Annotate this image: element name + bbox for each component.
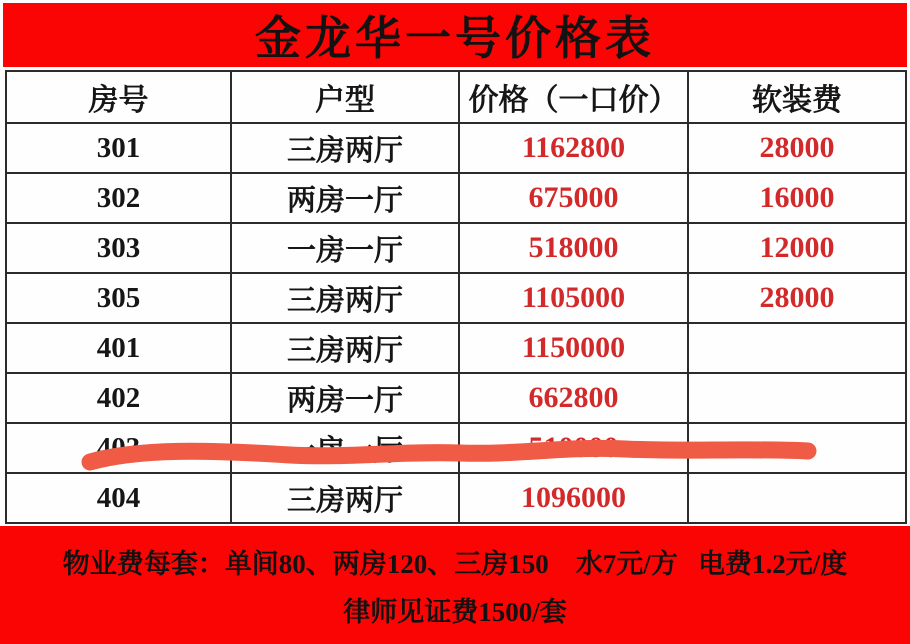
price-value: 1105000	[459, 273, 688, 323]
price-value: 518000	[459, 223, 688, 273]
unit-type: 两房一厅	[231, 373, 459, 423]
room-number: 401	[6, 323, 231, 373]
unit-type: 两房一厅	[231, 173, 459, 223]
fee-value: 12000	[688, 223, 906, 273]
price-table	[5, 70, 907, 524]
room-number: 301	[6, 123, 231, 173]
table-row	[6, 173, 906, 223]
fee-value	[688, 373, 906, 423]
table-row	[6, 323, 906, 373]
unit-type: 三房两厅	[231, 273, 459, 323]
footer-line-lawyer: 律师见证费1500/套	[343, 596, 567, 627]
fee-value: 28000	[688, 123, 906, 173]
header-row	[6, 71, 906, 123]
price-value: 675000	[459, 173, 688, 223]
col-header-price: 价格（一口价）	[459, 71, 688, 123]
table-row-struck	[6, 423, 906, 473]
room-number: 302	[6, 173, 231, 223]
fee-value: 16000	[688, 173, 906, 223]
unit-type: 三房两厅	[231, 323, 459, 373]
table-row	[6, 373, 906, 423]
price-value: 1150000	[459, 323, 688, 373]
col-header-room: 房号	[6, 71, 231, 123]
room-number: 303	[6, 223, 231, 273]
room-number: 402	[6, 373, 231, 423]
room-number: 403	[6, 423, 231, 473]
price-value: 662800	[459, 373, 688, 423]
table-row	[6, 123, 906, 173]
price-value: 1096000	[459, 473, 688, 523]
unit-type: 三房两厅	[231, 473, 459, 523]
fee-value: 28000	[688, 273, 906, 323]
footer-line-fees: 物业费每套：单间80、两房120、三房150 水7元/方 电费1.2元/度	[62, 548, 848, 579]
unit-type: 一房一厅	[231, 423, 459, 473]
page-title: 金龙华一号价格表	[3, 3, 907, 67]
price-value: 1162800	[459, 123, 688, 173]
table-row	[6, 273, 906, 323]
col-header-type: 户型	[231, 71, 459, 123]
unit-type: 一房一厅	[231, 223, 459, 273]
fee-value	[688, 323, 906, 373]
table-row	[6, 223, 906, 273]
footer-notes	[0, 526, 910, 644]
fee-value	[688, 473, 906, 523]
room-number: 404	[6, 473, 231, 523]
col-header-fee: 软装费	[688, 71, 906, 123]
room-number: 305	[6, 273, 231, 323]
unit-type: 三房两厅	[231, 123, 459, 173]
table-row	[6, 473, 906, 523]
fee-value	[688, 423, 906, 473]
price-value: 510000	[459, 423, 688, 473]
